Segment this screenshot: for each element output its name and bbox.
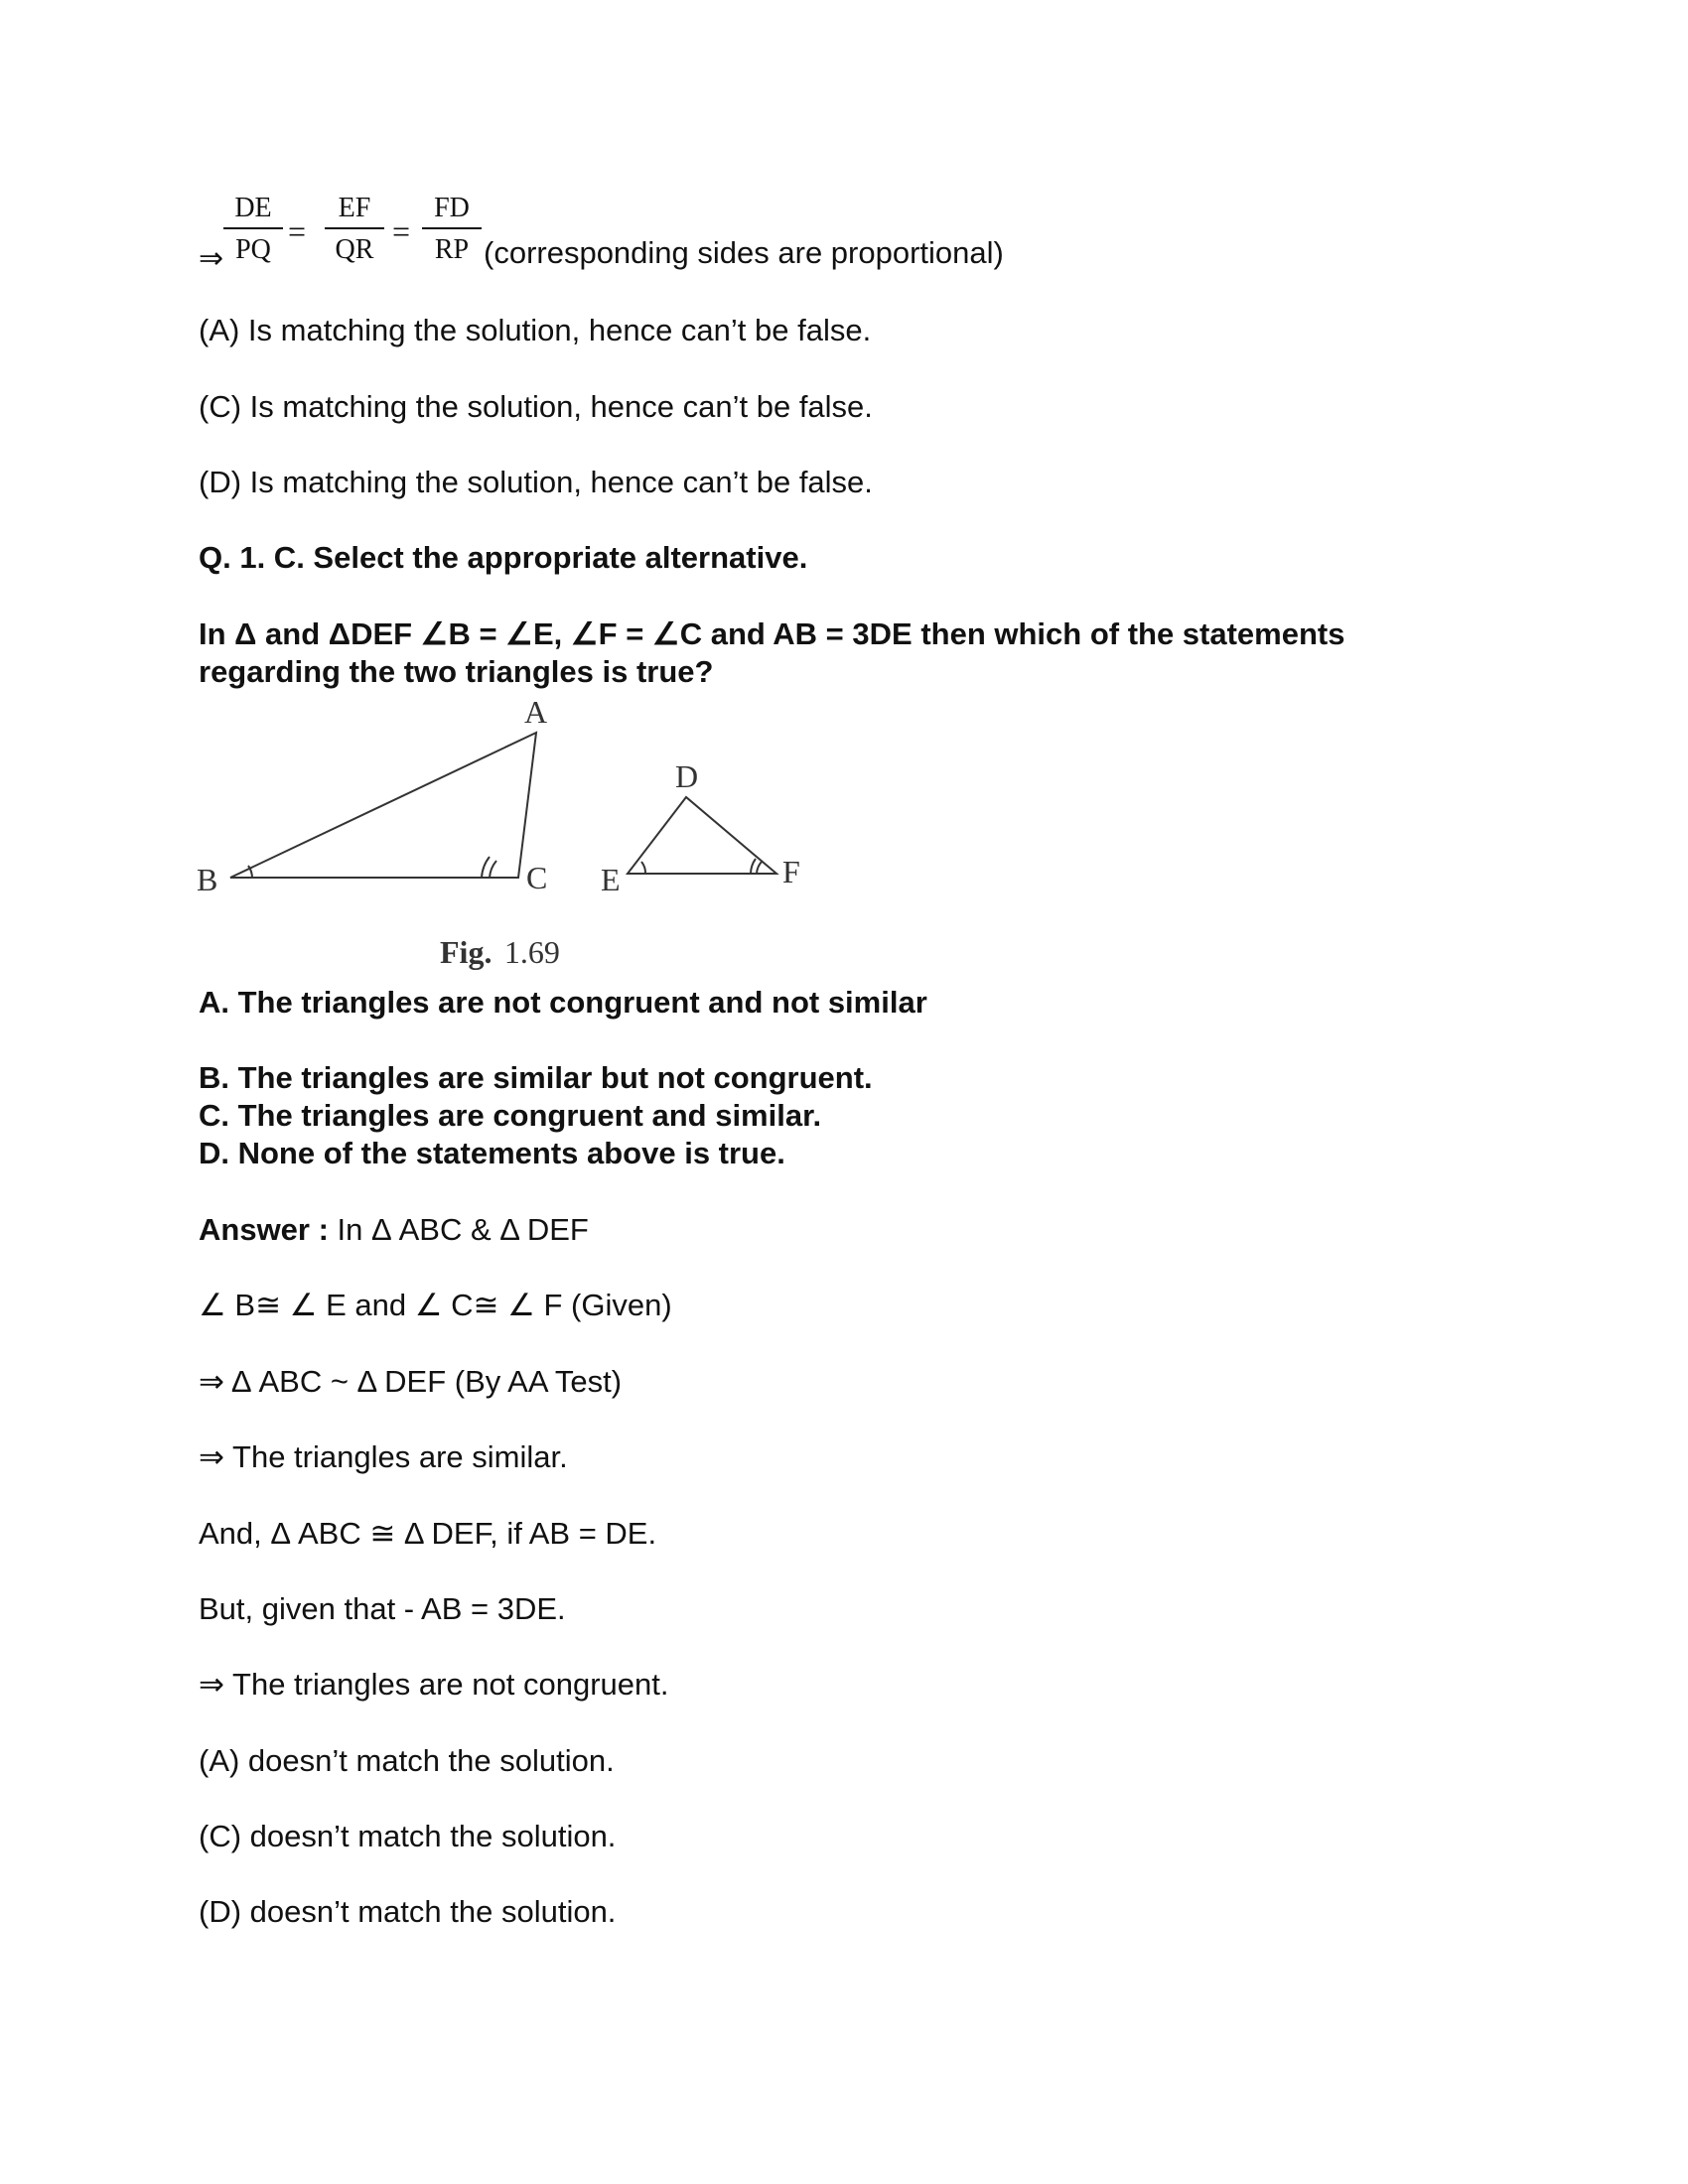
vertex-label-f: F: [782, 854, 800, 889]
question-text-line: regarding the two triangles is true?: [199, 654, 714, 689]
fraction-numerator: FD: [422, 194, 482, 229]
answer-step: ⇒ The triangles are not congruent.: [199, 1667, 669, 1702]
vertex-label-a: A: [524, 695, 548, 730]
angle-mark-c: [482, 857, 490, 878]
answer-step: ⇒ The triangles are similar.: [199, 1439, 568, 1474]
equals-sign: =: [392, 213, 411, 249]
option-b: B. The triangles are similar but not congruent.: [199, 1060, 873, 1095]
angle-mark-e: [641, 862, 645, 874]
answer-step: (A) doesn’t match the solution.: [199, 1743, 615, 1778]
option-a: A. The triangles are not congruent and not similar: [199, 985, 927, 1020]
figure-caption-number: 1.69: [503, 934, 560, 970]
vertex-label-e: E: [601, 862, 621, 897]
vertex-label-d: D: [675, 758, 699, 794]
answer-step: (D) doesn’t match the solution.: [199, 1894, 617, 1929]
check-line: (C) Is matching the solution, hence can’t be false.: [199, 389, 873, 424]
implies-arrow: ⇒: [199, 242, 224, 275]
fraction-de-pq: [223, 194, 283, 265]
option-c: C. The triangles are congruent and similar.: [199, 1098, 822, 1133]
fraction-numerator: DE: [223, 194, 283, 229]
fraction-fd-rp: [422, 194, 482, 265]
answer-step: But, given that - AB = 3DE.: [199, 1591, 566, 1626]
vertex-label-b: B: [197, 862, 218, 897]
fraction-denominator: RP: [434, 234, 470, 265]
answer-intro: In Δ ABC & Δ DEF: [328, 1212, 589, 1247]
answer-label: Answer :: [199, 1212, 329, 1247]
fraction-denominator: PQ: [235, 234, 271, 265]
answer-step: And, Δ ABC ≅ Δ DEF, if AB = DE.: [199, 1516, 657, 1551]
triangle-abc: [230, 733, 536, 878]
figure-caption-label: Fig.: [440, 934, 492, 970]
proportion-note: (corresponding sides are proportional): [484, 235, 1004, 270]
vertex-label-c: C: [526, 860, 548, 895]
answer-step: ⇒ Δ ABC ~ Δ DEF (By AA Test): [199, 1364, 623, 1399]
equals-sign: =: [288, 213, 307, 249]
answer-step: ∠ B≅ ∠ E and ∠ C≅ ∠ F (Given): [199, 1288, 672, 1322]
fraction-numerator: EF: [325, 194, 384, 229]
check-line: (D) Is matching the solution, hence can’t be false.: [199, 465, 873, 499]
proportion-formula: [199, 194, 1192, 283]
triangles-figure: [194, 695, 839, 993]
option-d: D. None of the statements above is true.: [199, 1136, 785, 1170]
angle-mark-f: [757, 862, 762, 874]
question-text-line: In Δ and ΔDEF ∠B = ∠E, ∠F = ∠C and AB = 3DE then which of the statements: [199, 616, 1345, 651]
answer-intro-line: [199, 1210, 589, 1250]
question-heading: Q. 1. C. Select the appropriate alternative.: [199, 540, 808, 575]
angle-mark-c: [490, 861, 496, 878]
answer-step: (C) doesn’t match the solution.: [199, 1819, 617, 1853]
angle-mark-f: [751, 859, 756, 874]
fraction-ef-qr: [325, 194, 384, 265]
fraction-denominator: QR: [335, 234, 374, 265]
check-line: (A) Is matching the solution, hence can’t be false.: [199, 313, 872, 347]
figure-caption: [440, 934, 560, 970]
